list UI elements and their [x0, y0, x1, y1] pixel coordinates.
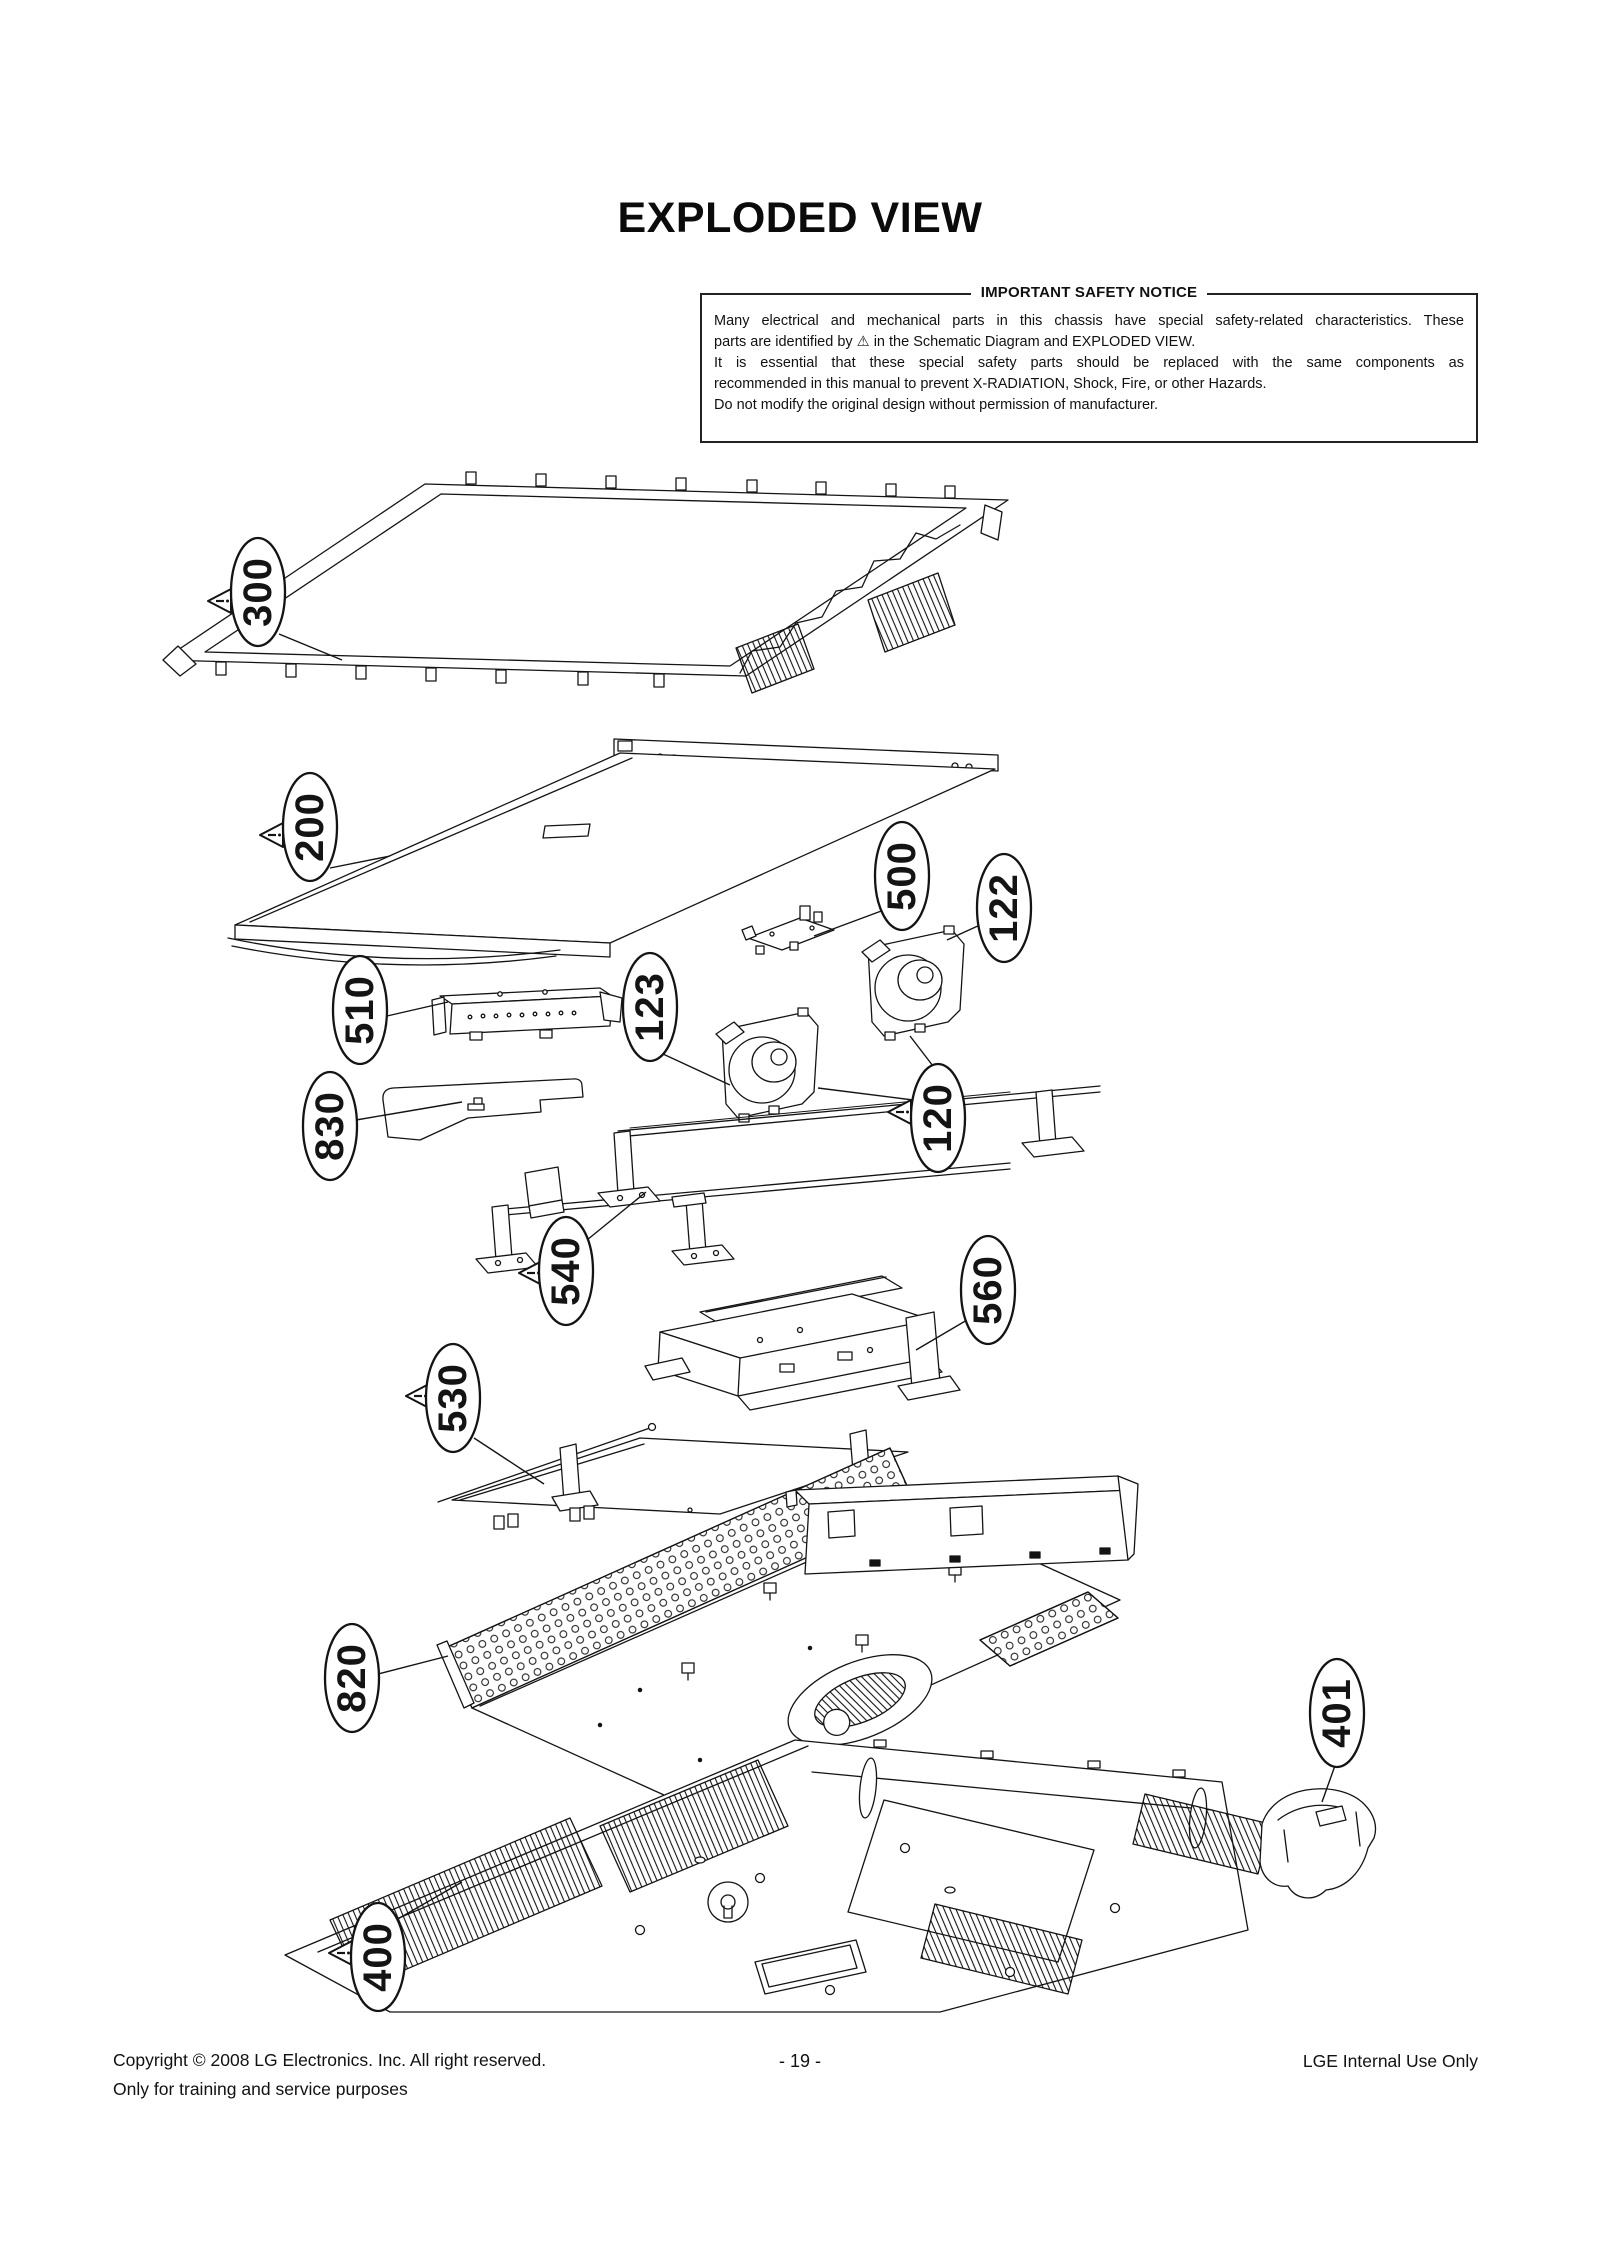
part-401-drawing [1260, 1789, 1376, 1898]
callout-400-number: 400 [356, 1922, 400, 1992]
rear-rail-bracket-drawing [786, 1476, 1138, 1574]
callout-401-number: 401 [1315, 1678, 1359, 1748]
safety-notice-title: IMPORTANT SAFETY NOTICE [702, 284, 1476, 302]
callout-200-number: 200 [288, 792, 332, 862]
callout-122-number: 122 [982, 873, 1026, 943]
safety-notice-line-2: parts are identified by ⚠ in the Schematic Diagram and EXPLODED VIEW. [714, 334, 1196, 350]
part-123-drawing [716, 1008, 818, 1122]
part-500-drawing [742, 906, 834, 954]
callout-123-number: 123 [628, 972, 672, 1042]
safety-notice-line-1: Many electrical and mechanical parts in this chassis have special safety-related characteristics. These [714, 313, 1464, 329]
callout-123 [623, 953, 730, 1085]
callout-300-number: 300 [236, 557, 280, 627]
callout-560-number: 560 [966, 1255, 1010, 1325]
page-title: EXPLODED VIEW [617, 194, 983, 242]
part-122-drawing [862, 926, 964, 1040]
callout-830-number: 830 [308, 1091, 352, 1161]
callout-530-number: 530 [431, 1363, 475, 1433]
warning-exclamation-dot [278, 834, 281, 837]
callout-820 [325, 1624, 448, 1732]
part-400-drawing [285, 1740, 1270, 2012]
warning-exclamation-dot [906, 1111, 909, 1114]
part-560-drawing [645, 1276, 960, 1410]
callout-500-number: 500 [880, 841, 924, 911]
footer-page-number: - 19 - [778, 2051, 821, 2071]
warning-exclamation-dot [347, 1952, 350, 1955]
callout-500-leader-line [814, 910, 884, 936]
footer-copyright-line1: Copyright © 2008 LG Electronics. Inc. All right reserved. [113, 2050, 547, 2070]
callout-540-number: 540 [544, 1236, 588, 1306]
part-510-drawing [432, 988, 622, 1040]
callout-123-leader-line [663, 1054, 730, 1085]
part-300-drawing [163, 472, 1008, 693]
callout-120-leader-line [818, 1088, 913, 1100]
part-830-drawing [383, 1079, 583, 1140]
footer-copyright-line2: Only for training and service purposes [113, 2079, 408, 2099]
callout-510 [333, 956, 448, 1064]
footer-right-note: LGE Internal Use Only [1302, 2051, 1478, 2071]
warning-exclamation-dot [226, 600, 229, 603]
callout-820-number: 820 [330, 1643, 374, 1713]
callout-530 [406, 1344, 544, 1484]
safety-notice-line-4: recommended in this manual to prevent X-RADIATION, Shock, Fire, or other Hazards. [714, 376, 1267, 392]
callout-401 [1310, 1659, 1364, 1802]
callout-120-leader-line [910, 1036, 933, 1066]
safety-notice-line-5: Do not modify the original design without permission of manufacturer. [714, 397, 1159, 413]
callout-120 [818, 1036, 965, 1172]
callout-510-number: 510 [338, 975, 382, 1045]
safety-notice-line-3: It is essential that these special safety parts should be replaced with the same components as [714, 355, 1464, 371]
callout-120-number: 120 [916, 1083, 960, 1153]
callout-820-leader-line [378, 1656, 448, 1674]
